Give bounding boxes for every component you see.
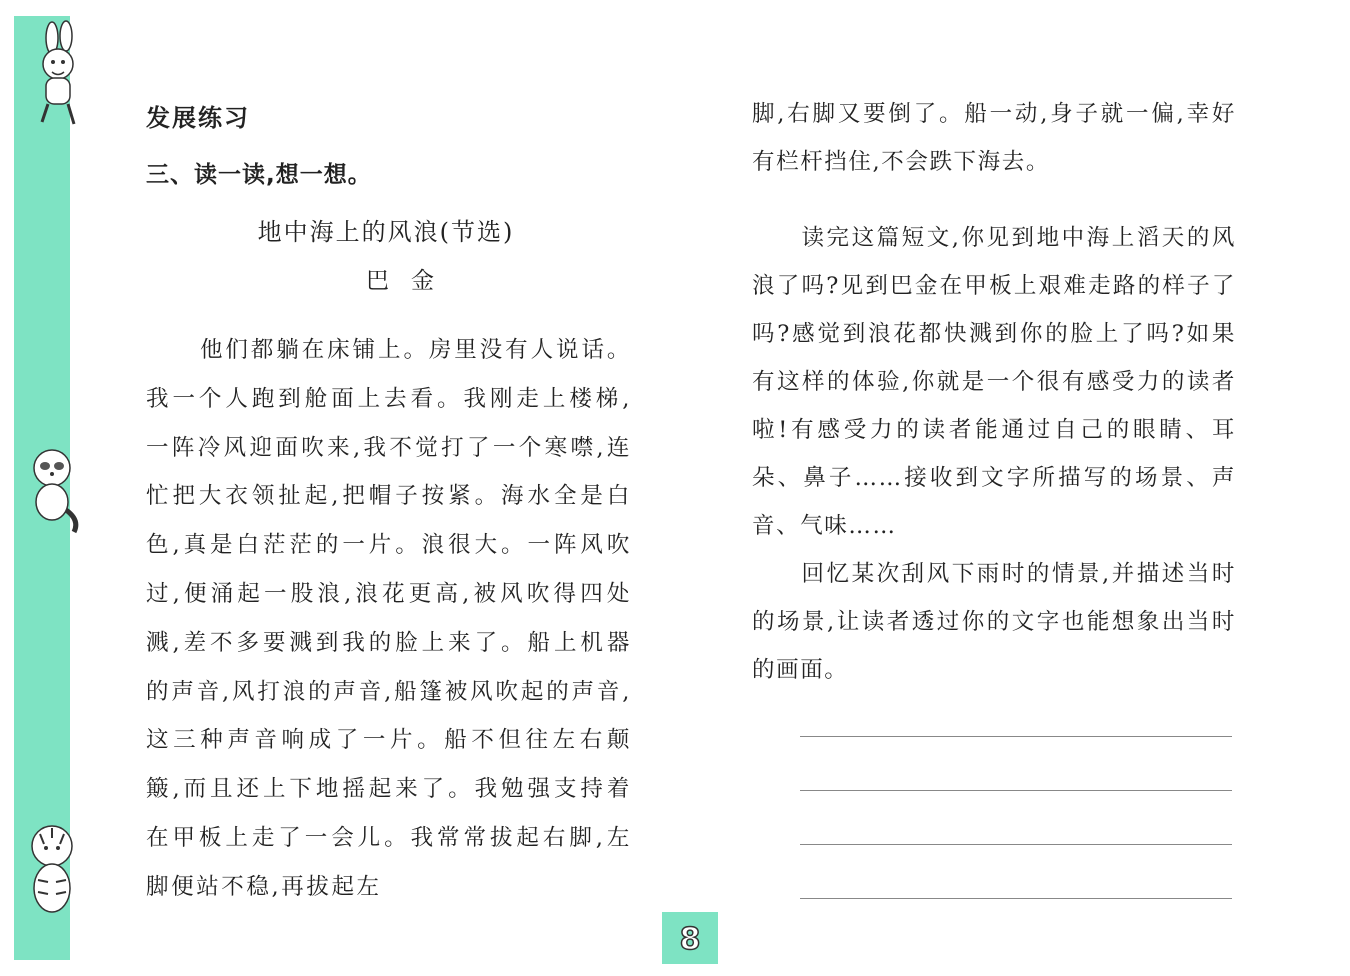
tiger-mascot-icon bbox=[18, 816, 84, 926]
passage-continuation: 脚,右脚又要倒了。船一动,身子就一偏,幸好有栏杆挡住,不会跌下海去。 bbox=[752, 101, 1236, 175]
raccoon-mascot-icon bbox=[18, 440, 84, 536]
passage-author: 巴金 bbox=[366, 268, 456, 294]
page-number: 8 bbox=[662, 912, 718, 964]
answer-line[interactable] bbox=[800, 844, 1232, 898]
passage-title: 地中海上的风浪(节选) bbox=[257, 218, 515, 246]
right-column bbox=[752, 90, 1236, 694]
section-title: 发展练习 bbox=[146, 104, 250, 132]
rabbit-mascot-icon bbox=[22, 20, 94, 130]
task-paragraph: 回忆某次刮风下雨时的情景,并描述当时的场景,让读者透过你的文字也能想象出当时的画面。 bbox=[752, 561, 1236, 683]
answer-area[interactable] bbox=[800, 736, 1232, 952]
reflection-paragraph: 读完这篇短文,你见到地中海上滔天的风浪了吗?见到巴金在甲板上艰难走路的样子了吗?感觉到浪花都快溅到你的脸上了吗?如果有这样的体验,你就是一个很有感受力的读者啦!有感受力的读者能通过自己的眼睛、耳朵、鼻子……接收到文字所描写的场景、声音、气味…… bbox=[752, 225, 1236, 539]
answer-line[interactable] bbox=[800, 736, 1232, 790]
passage-paragraph: 他们都躺在床铺上。房里没有人说话。我一个人跑到舱面上去看。我刚走上楼梯,一阵冷风迎面吹来,我不觉打了一个寒噤,连忙把大衣领扯起,把帽子按紧。海水全是白色,真是白茫茫的一片。浪很大。一阵风吹过,便涌起一股浪,浪花更高,被风吹得四处溅,差不多要溅到我的脸上来了。船上机器的声音,风打浪的声音,船篷被风吹起的声音,这三种声音响成了一片。船不但往左右颠簸,而且还上下地摇起来了。我勉强支持着在甲板上走了一会儿。我常常拔起右脚,左脚便站不稳,再拔起左 bbox=[146, 337, 632, 900]
answer-line[interactable] bbox=[800, 898, 1232, 952]
answer-line[interactable] bbox=[800, 790, 1232, 844]
question-heading: 三、读一读,想一想。 bbox=[146, 162, 372, 188]
passage-text bbox=[146, 326, 632, 912]
